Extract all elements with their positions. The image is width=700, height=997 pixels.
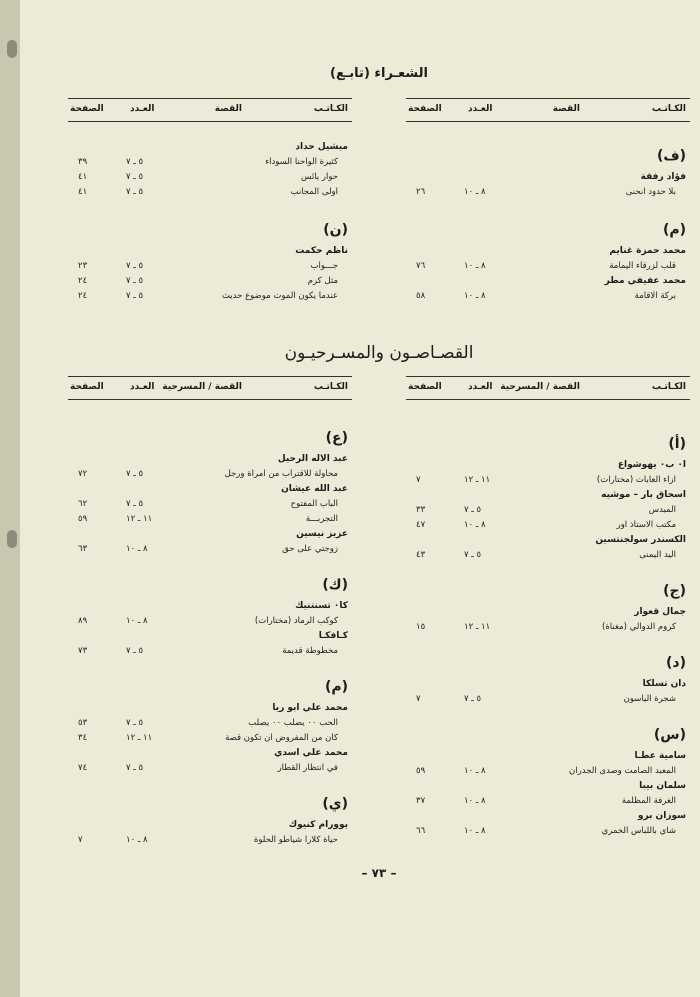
- page-ref: ٧٦: [416, 261, 426, 271]
- issue-number: ١١ ـ ١٢: [464, 622, 491, 632]
- header-page: الصفحة: [70, 382, 104, 392]
- page-ref: ٦٣: [78, 544, 88, 554]
- stories-right-column: [406, 376, 690, 839]
- header-number: العـدد: [130, 104, 155, 114]
- section-letter: (ن): [323, 222, 348, 238]
- table-row: [406, 548, 690, 563]
- table-row: [406, 185, 690, 200]
- table-row: [406, 824, 690, 839]
- header-story: القصة: [214, 104, 242, 114]
- page-ref: ٢٦: [416, 187, 426, 197]
- issue-number: ٥ ـ ٧: [126, 187, 144, 197]
- story-title: كثيرة الواحنا السوداء: [265, 157, 338, 167]
- issue-number: ٥ ـ ٧: [126, 172, 144, 182]
- story-title: بلا حدود انحنى: [625, 187, 676, 197]
- story-title: حياة كلارا شياطو الحلوة: [253, 835, 338, 845]
- header-page: الصفحة: [70, 104, 104, 114]
- page-ref: ٧: [416, 694, 421, 704]
- section-banner: القصـاصـون والمسـرحيـون: [284, 343, 474, 363]
- author-name: كـافكـا: [318, 631, 348, 641]
- page-binding-edge: [0, 0, 20, 997]
- punch-hole-icon: [7, 40, 17, 58]
- page-number: – ٧٣ –: [361, 866, 397, 880]
- table-row: [68, 155, 352, 170]
- story-title: المبدس: [648, 505, 676, 515]
- issue-number: ٨ ـ ١٠: [126, 616, 148, 626]
- header-page: الصفحة: [408, 382, 442, 392]
- table-row: [68, 644, 352, 659]
- story-title: حوار يائس: [301, 172, 338, 182]
- stories-left-column: [68, 376, 352, 848]
- story-title: مكتب الاستاذ اور: [616, 520, 676, 530]
- page-title: الشعـراء (تابـع): [330, 66, 428, 81]
- story-title: كوكب الرماد (مختارات): [254, 616, 338, 626]
- page-ref: ٥٩: [416, 766, 426, 776]
- page-ref: ٣٣: [416, 505, 426, 515]
- issue-number: ١١ ـ ١٢: [464, 475, 491, 485]
- author-name: دان تسلكا: [642, 679, 686, 689]
- story-title: مخطوطة قديمة: [282, 646, 338, 656]
- header-author: الكـاتـب: [313, 104, 348, 114]
- issue-number: ٥ ـ ٧: [464, 694, 482, 704]
- header-story-play: القصة / المسرحية: [162, 382, 242, 392]
- page-ref: ٣٩: [78, 157, 88, 167]
- table-row: [68, 259, 352, 274]
- table-row: [68, 761, 352, 776]
- section-letter: (ف): [656, 148, 686, 164]
- issue-number: ٨ ـ ١٠: [464, 291, 486, 301]
- page-ref: ٣٧: [416, 796, 426, 806]
- header-number: العـدد: [468, 382, 493, 392]
- story-title: قلب لزرقاء اليمامة: [609, 261, 676, 271]
- punch-hole-icon: [7, 530, 17, 548]
- author-name: محمد علي ابو ريا: [272, 703, 348, 713]
- author-name: عبد الاله الرحيل: [277, 454, 348, 464]
- page-ref: ٤٧: [416, 520, 426, 530]
- header-author: الكـاتـب: [651, 104, 686, 114]
- author-name: سامية عطـا: [634, 751, 686, 761]
- page-ref: ٢٤: [78, 291, 88, 301]
- issue-number: ٥ ـ ٧: [126, 646, 144, 656]
- table-row: [406, 518, 690, 533]
- issue-number: ٨ ـ ١٠: [126, 544, 148, 554]
- issue-number: ٥ ـ ٧: [126, 291, 144, 301]
- issue-number: ٨ ـ ١٠: [464, 796, 486, 806]
- section-letter: (ع): [325, 430, 348, 446]
- table-row: [406, 259, 690, 274]
- issue-number: ٨ ـ ١٠: [126, 835, 148, 845]
- table-row: [68, 170, 352, 185]
- table-row: [406, 473, 690, 488]
- page-ref: ٣٤: [78, 733, 88, 743]
- author-name: كا٠ تسنتنيك: [295, 601, 348, 611]
- section-letter: (أ): [668, 436, 686, 452]
- page-content: [68, 0, 690, 997]
- table-row: [68, 512, 352, 527]
- page-ref: ٧٣: [78, 646, 88, 656]
- story-title: الباب المفتوح: [290, 499, 338, 509]
- table-row: [68, 716, 352, 731]
- issue-number: ١١ ـ ١٢: [126, 733, 153, 743]
- author-name: عبد الله عيشان: [281, 484, 348, 494]
- header-author: الكـاتـب: [313, 382, 348, 392]
- page-ref: ٢٤: [78, 276, 88, 286]
- header-story-play: القصة / المسرحية: [500, 382, 580, 392]
- section-letter: (ي): [322, 796, 348, 812]
- section-letter: (م): [662, 222, 686, 238]
- header-page: الصفحة: [408, 104, 442, 114]
- story-title: بركة الاقامة: [634, 291, 676, 301]
- story-title: اليد اليمنى: [639, 550, 676, 560]
- table-row: [68, 289, 352, 304]
- story-title: كروم الدوالي (مغناة): [602, 622, 676, 632]
- poets-right-column: [406, 98, 690, 304]
- issue-number: ٨ ـ ١٠: [464, 520, 486, 530]
- table-row: [406, 503, 690, 518]
- table-row: [68, 497, 352, 512]
- author-name: محمد علي اسدي: [274, 748, 348, 758]
- story-title: مثل كرم: [307, 276, 338, 286]
- table-row: [406, 794, 690, 809]
- page-ref: ٨٩: [78, 616, 88, 626]
- author-name: اسحاق بار – موشيه: [601, 490, 686, 500]
- table-row: [68, 467, 352, 482]
- issue-number: ٨ ـ ١٠: [464, 826, 486, 836]
- page-ref: ٤٣: [416, 550, 426, 560]
- author-name: محمد حمزة غنايم: [609, 246, 686, 256]
- author-name: ا٠ ب٠ يهوشواع: [617, 460, 686, 470]
- author-name: الكسندر سولجنتسين: [595, 535, 686, 545]
- table-header: [406, 98, 690, 122]
- table-row: [68, 185, 352, 200]
- issue-number: ٥ ـ ٧: [126, 718, 144, 728]
- section-letter: (ج): [663, 583, 686, 599]
- table-row: [68, 614, 352, 629]
- section-letter: (س): [653, 727, 686, 743]
- author-name: عزيز نيسين: [296, 529, 348, 539]
- issue-number: ٥ ـ ٧: [464, 505, 482, 515]
- story-title: محاولة للاقتراب من امراة ورجل: [224, 469, 338, 479]
- author-name: ناظم حكمت: [295, 246, 348, 256]
- poets-left-column: [68, 98, 352, 304]
- page-ref: ٧٤: [78, 763, 88, 773]
- story-title: عندما يكون الموت موضوع حديث: [221, 291, 338, 301]
- table-row: [68, 833, 352, 848]
- page-ref: ١٥: [416, 622, 426, 632]
- page-ref: ٥٨: [416, 291, 426, 301]
- page-ref: ٦٦: [416, 826, 426, 836]
- table-header: [68, 98, 352, 122]
- page-ref: ٤١: [78, 172, 88, 182]
- page-ref: ٤١: [78, 187, 88, 197]
- story-title: في انتظار القطار: [277, 763, 338, 773]
- header-story: القصة: [552, 104, 580, 114]
- story-title: جـــواب: [310, 261, 338, 271]
- story-title: اولى المجانب: [290, 187, 338, 197]
- page-ref: ٥٣: [78, 718, 88, 728]
- author-name: جمال قعوار: [634, 607, 686, 617]
- table-header: [406, 376, 690, 400]
- table-row: [406, 692, 690, 707]
- story-title: التجربـــة: [305, 514, 338, 524]
- author-name: سلمان بيبا: [639, 781, 686, 791]
- issue-number: ٥ ـ ٧: [464, 550, 482, 560]
- issue-number: ٥ ـ ٧: [126, 261, 144, 271]
- issue-number: ٥ ـ ٧: [126, 157, 144, 167]
- author-name: محمد عفيفي مطر: [604, 276, 686, 286]
- section-letter: (م): [324, 679, 348, 695]
- story-title: شاي باللباس الخمري: [601, 826, 676, 836]
- table-row: [68, 542, 352, 557]
- issue-number: ٥ ـ ٧: [126, 276, 144, 286]
- issue-number: ٥ ـ ٧: [126, 499, 144, 509]
- table-row: [406, 289, 690, 304]
- section-letter: (ك): [322, 577, 348, 593]
- header-author: الكـاتـب: [651, 382, 686, 392]
- table-row: [68, 274, 352, 289]
- issue-number: ١١ ـ ١٢: [126, 514, 153, 524]
- page-ref: ٧: [416, 475, 421, 485]
- author-name: يوورام كنيوك: [288, 820, 348, 830]
- page-ref: ٧: [78, 835, 83, 845]
- table-row: [406, 620, 690, 635]
- page-ref: ٢٣: [78, 261, 88, 271]
- table-row: [406, 764, 690, 779]
- table-row: [68, 731, 352, 746]
- section-letter: (د): [666, 655, 686, 671]
- issue-number: ٨ ـ ١٠: [464, 261, 486, 271]
- story-title: المعبد الصامت وصدى الجدران: [569, 766, 676, 776]
- issue-number: ٥ ـ ٧: [126, 469, 144, 479]
- story-title: شجرة الياسون: [623, 694, 676, 704]
- page-ref: ٦٢: [78, 499, 88, 509]
- issue-number: ٥ ـ ٧: [126, 763, 144, 773]
- story-title: ازاء الغابات (مختارات): [596, 475, 676, 485]
- page-ref: ٧٢: [78, 469, 88, 479]
- header-number: العـدد: [468, 104, 493, 114]
- table-header: [68, 376, 352, 400]
- author-name: ميشيل حداد: [295, 142, 348, 152]
- story-title: كان من المفروض ان تكون قصة: [225, 733, 338, 743]
- author-name: سوزان برو: [637, 811, 686, 821]
- page-ref: ٥٩: [78, 514, 88, 524]
- story-title: الغرفة المظلمة: [621, 796, 676, 806]
- story-title: الحب ٠٠ يصلب ٠٠ يصلب: [248, 718, 338, 728]
- header-number: العـدد: [130, 382, 155, 392]
- story-title: زوجتي على حق: [282, 544, 338, 554]
- issue-number: ٨ ـ ١٠: [464, 766, 486, 776]
- issue-number: ٨ ـ ١٠: [464, 187, 486, 197]
- author-name: فؤاد رفقة: [640, 172, 686, 182]
